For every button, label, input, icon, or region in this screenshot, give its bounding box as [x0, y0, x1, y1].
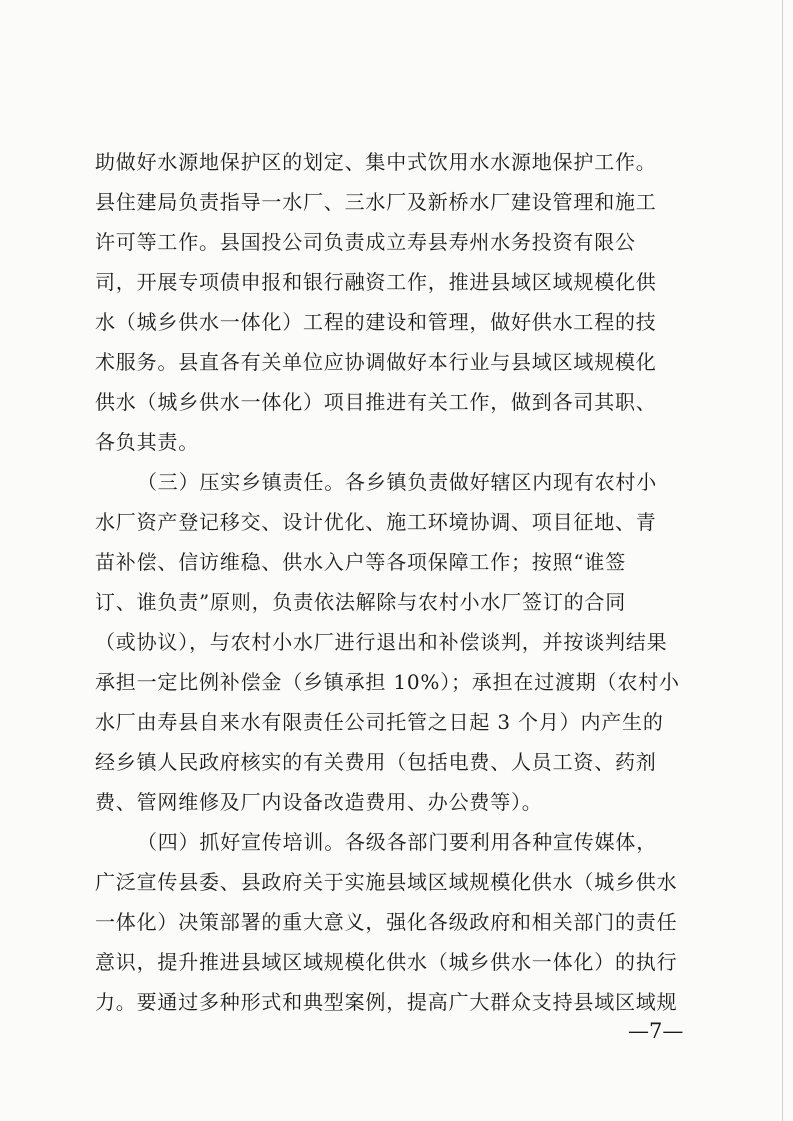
text-line: 县住建局负责指导一水厂、三水厂及新桥水厂建设管理和施工 — [95, 190, 657, 214]
page-number: —7— — [628, 1019, 684, 1043]
text-line: 一体化）决策部署的重大意义，强化各级政府和相关部门的责任 — [95, 910, 678, 934]
text-line: 意识，提升推进县域区域规模化供水（城乡供水一体化）的执行 — [95, 950, 678, 974]
text-line: 费、管网维修及厂内设备改造费用、办公费等）。 — [95, 790, 543, 814]
text-line: 水厂由寿县自来水有限责任公司托管之日起 3 个月）内产生的 — [95, 710, 664, 734]
text-line: （或协议），与农村小水厂进行退出和补偿谈判，并按谈判结果 — [95, 630, 668, 654]
section-heading-line: （三）压实乡镇责任。各乡镇负责做好辖区内现有农村小 — [137, 470, 657, 494]
text-line: 苗补偿、信访维稳、供水入户等各项保障工作；按照“谁签 — [95, 550, 627, 574]
text-line: 水厂资产登记移交、设计优化、施工环境协调、项目征地、青 — [95, 510, 657, 534]
text-line: 承担一定比例补偿金（乡镇承担 10%）；承担在过渡期（农村小 — [95, 670, 680, 694]
scan-edge-line — [782, 0, 783, 1121]
text-line: 水（城乡供水一体化）工程的建设和管理，做好供水工程的技 — [95, 310, 657, 334]
text-line: 订、谁负责”原则，负责依法解除与农村小水厂签订的合同 — [95, 590, 627, 614]
text-line: 各负其责。 — [95, 430, 199, 454]
text-line: 许可等工作。县国投公司负责成立寿县寿州水务投资有限公 — [95, 230, 636, 254]
text-line: 广泛宣传县委、县政府关于实施县域区域规模化供水（城乡供水 — [95, 870, 678, 894]
text-line: 供水（城乡供水一体化）项目推进有关工作，做到各司其职、 — [95, 390, 657, 414]
text-line: 力。要通过多种形式和典型案例，提高广大群众支持县域区域规 — [95, 990, 678, 1014]
text-line: 司，开展专项债申报和银行融资工作，推进县域区域规模化供 — [95, 270, 657, 294]
section-heading-line: （四）抓好宣传培训。各级各部门要利用各种宣传媒体， — [137, 830, 657, 854]
text-line: 助做好水源地保护区的划定、集中式饮用水水源地保护工作。 — [95, 150, 657, 174]
text-line: 经乡镇人民政府核实的有关费用（包括电费、人员工资、药剂 — [95, 750, 657, 774]
text-line: 术服务。县直各有关单位应协调做好本行业与县域区域规模化 — [95, 350, 657, 374]
